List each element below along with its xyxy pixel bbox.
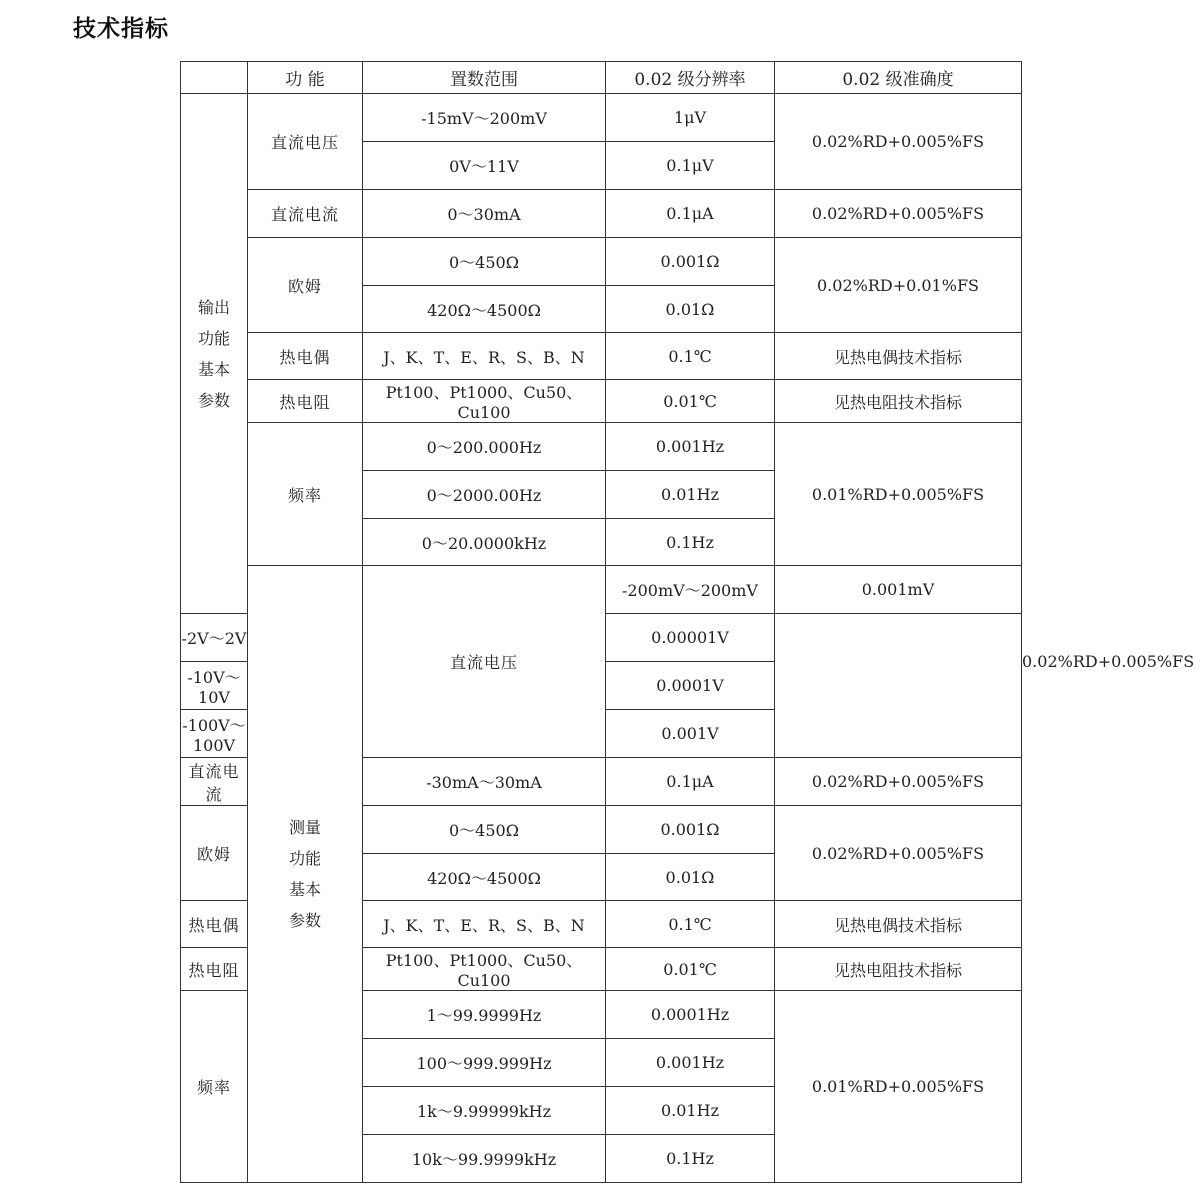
range-cell: 1k～9.99999kHz — [363, 1087, 606, 1135]
group-label-output: 输出 功能 基本 参数 — [181, 94, 248, 614]
range-cell: Pt100、Pt1000、Cu50、Cu100 — [363, 948, 606, 991]
resolution-cell: 0.01℃ — [606, 948, 775, 991]
accuracy-cell: 见热电偶技术指标 — [775, 901, 1022, 948]
resolution-cell: 0.1℃ — [606, 901, 775, 948]
header-accuracy: 0.02 级准确度 — [775, 62, 1022, 94]
header-blank — [181, 62, 248, 94]
resolution-cell: 0.001Hz — [606, 1039, 775, 1087]
table-row — [181, 94, 1022, 142]
accuracy-cell: 0.01%RD+0.005%FS — [775, 423, 1022, 566]
header-resolution: 0.02 级分辨率 — [606, 62, 775, 94]
range-cell: 0～450Ω — [363, 238, 606, 286]
range-cell: 0～200.000Hz — [363, 423, 606, 471]
range-cell: J、K、T、E、R、S、B、N — [363, 901, 606, 948]
resolution-cell: 0.001Ω — [606, 806, 775, 854]
header-function: 功 能 — [248, 62, 363, 94]
function-name: 频率 — [248, 423, 363, 566]
accuracy-cell: 0.02%RD+0.005%FS — [775, 94, 1022, 190]
range-cell: -200mV～200mV — [606, 566, 775, 614]
range-cell: -2V～2V — [181, 614, 248, 662]
range-cell: 0～2000.00Hz — [363, 471, 606, 519]
range-cell: Pt100、Pt1000、Cu50、Cu100 — [363, 380, 606, 423]
function-name: 欧姆 — [248, 238, 363, 333]
page-title: 技术指标 — [73, 16, 169, 42]
function-name: 热电阻 — [248, 380, 363, 423]
range-cell: -100V～100V — [181, 710, 248, 758]
function-name: 直流电压 — [248, 94, 363, 190]
header-row — [181, 62, 1022, 94]
accuracy-cell: 见热电阻技术指标 — [775, 380, 1022, 423]
function-name: 频率 — [181, 991, 248, 1183]
function-name: 热电偶 — [248, 333, 363, 380]
spec-table — [180, 61, 1195, 1183]
function-name: 热电偶 — [181, 901, 248, 948]
resolution-cell: 0.001mV — [775, 566, 1022, 614]
resolution-cell: 0.1Hz — [606, 519, 775, 566]
table-row — [181, 423, 1022, 471]
resolution-cell: 0.0001Hz — [606, 991, 775, 1039]
resolution-cell: 1μV — [606, 94, 775, 142]
table-row — [181, 333, 1022, 380]
resolution-cell: 0.001V — [606, 710, 775, 758]
table-row: 测量 功能 基本 参数 直流电压 -200mV～200mV 0.001mV 0.02%RD+0.005%FS — [181, 566, 1022, 614]
accuracy-cell: 0.02%RD+0.01%FS — [775, 238, 1022, 333]
range-cell: -30mA～30mA — [363, 758, 606, 806]
resolution-cell: 0.001Hz — [606, 423, 775, 471]
table-row — [181, 190, 1022, 238]
range-cell: 0～20.0000kHz — [363, 519, 606, 566]
resolution-cell: 0.01Ω — [606, 286, 775, 333]
header-range: 置数范围 — [363, 62, 606, 94]
range-cell: -15mV～200mV — [363, 94, 606, 142]
range-cell: 420Ω～4500Ω — [363, 854, 606, 901]
resolution-cell: 0.01℃ — [606, 380, 775, 423]
resolution-cell: 0.001Ω — [606, 238, 775, 286]
range-cell: 100～999.999Hz — [363, 1039, 606, 1087]
resolution-cell: 0.1Hz — [606, 1135, 775, 1183]
resolution-cell: 0.00001V — [606, 614, 775, 662]
resolution-cell: 0.1μA — [606, 758, 775, 806]
function-name: 热电阻 — [181, 948, 248, 991]
range-cell: 0～30mA — [363, 190, 606, 238]
table-row — [181, 380, 1022, 423]
resolution-cell: 0.1℃ — [606, 333, 775, 380]
resolution-cell: 0.0001V — [606, 662, 775, 710]
resolution-cell: 0.1μV — [606, 142, 775, 190]
function-name: 直流电流 — [248, 190, 363, 238]
accuracy-cell: 0.02%RD+0.005%FS — [775, 190, 1022, 238]
function-name: 欧姆 — [181, 806, 248, 901]
range-cell: 1～99.9999Hz — [363, 991, 606, 1039]
resolution-cell: 0.01Hz — [606, 1087, 775, 1135]
range-cell: 420Ω～4500Ω — [363, 286, 606, 333]
resolution-cell: 0.01Ω — [606, 854, 775, 901]
range-cell: 0V～11V — [363, 142, 606, 190]
resolution-cell: 0.01Hz — [606, 471, 775, 519]
range-cell: -10V～10V — [181, 662, 248, 710]
table-row — [181, 238, 1022, 286]
resolution-cell: 0.1μA — [606, 190, 775, 238]
accuracy-cell: 见热电阻技术指标 — [775, 948, 1022, 991]
range-cell: J、K、T、E、R、S、B、N — [363, 333, 606, 380]
accuracy-cell: 0.01%RD+0.005%FS — [775, 991, 1022, 1183]
accuracy-cell: 0.02%RD+0.005%FS — [775, 806, 1022, 901]
range-cell: 0～450Ω — [363, 806, 606, 854]
accuracy-cell: 0.02%RD+0.005%FS — [775, 758, 1022, 806]
function-name: 直流电流 — [181, 758, 248, 806]
range-cell: 10k～99.9999kHz — [363, 1135, 606, 1183]
function-name: 直流电压 — [363, 566, 606, 758]
group-label-measure: 测量 功能 基本 参数 — [248, 566, 363, 1183]
accuracy-cell: 见热电偶技术指标 — [775, 333, 1022, 380]
